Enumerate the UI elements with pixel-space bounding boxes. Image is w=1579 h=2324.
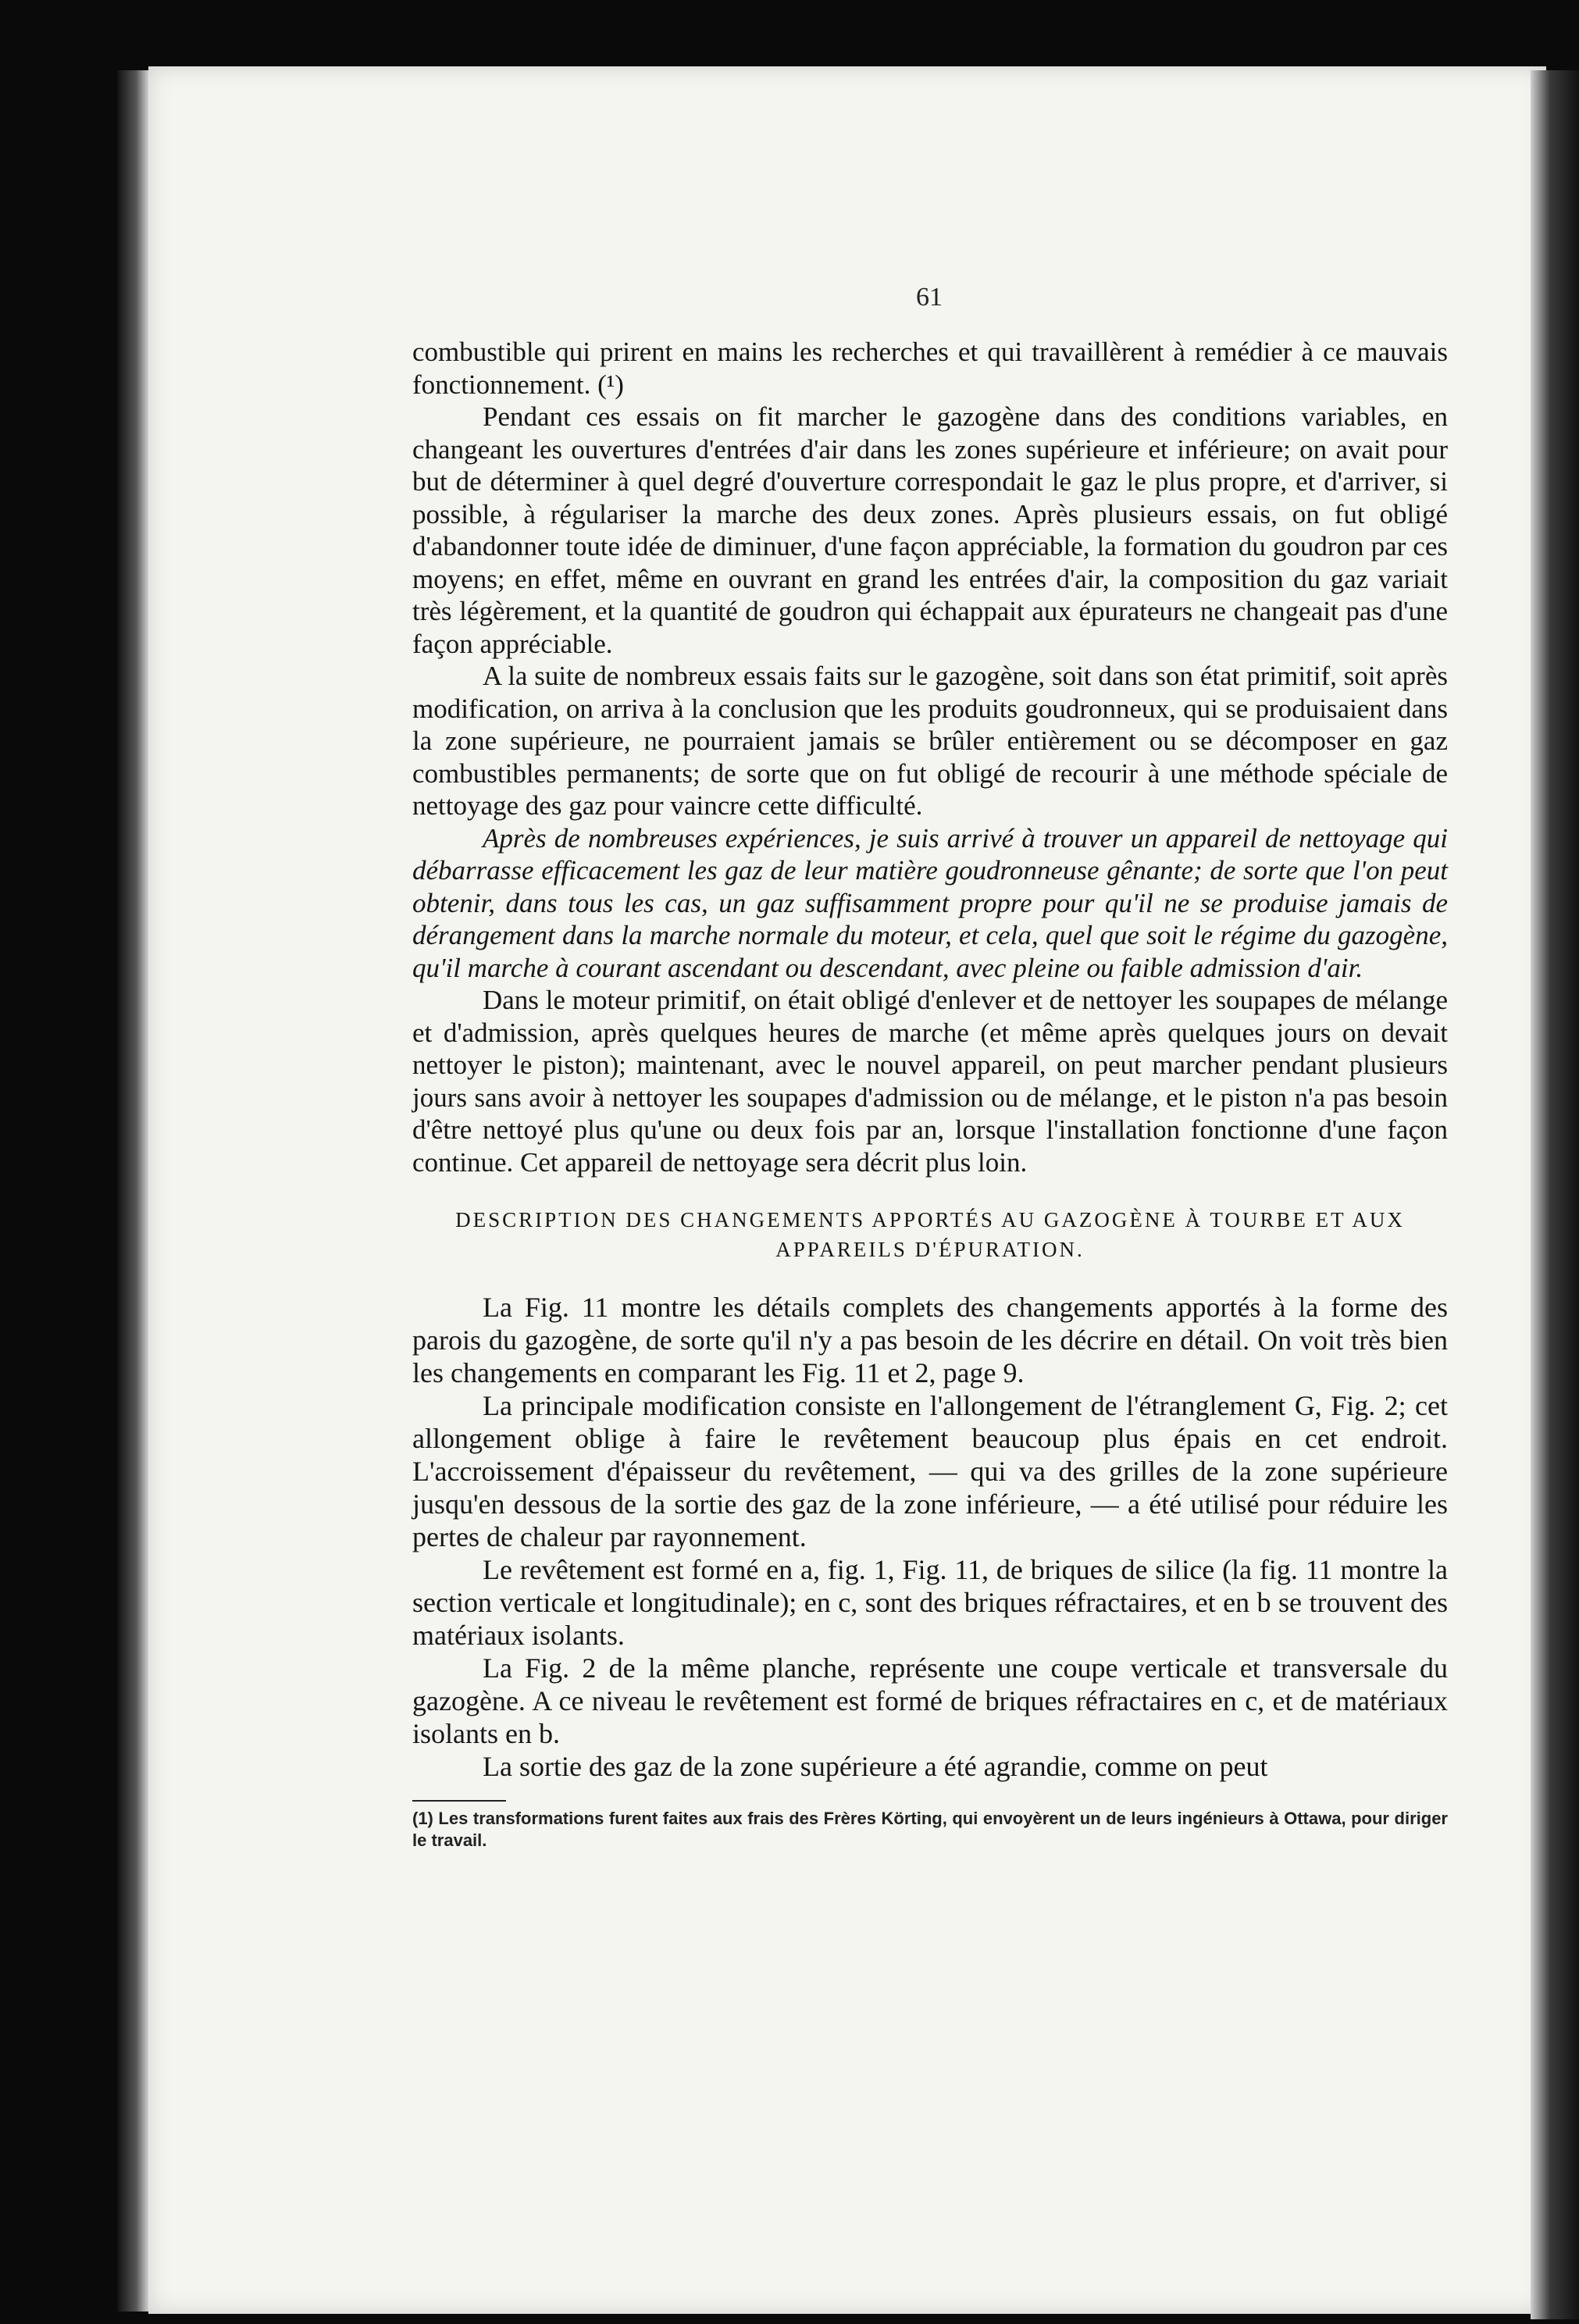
paragraph: Après de nombreuses expériences, je suis arrivé à trouver un appareil de nettoyage qui débarrasse efficacement les gaz de leur matière goudronneuse gênante; de sorte que l'on peut obtenir, dans tous les cas, un gaz suffisamment propre pour qu'il ne se produise jamais de dérangement dans la marche normale du moteur, et cela, quel que soit le régime du gazogène, qu'il marche à courant ascendant ou descendant, avec pleine ou faible admission d'air. xyxy=(412,822,1448,983)
paragraph: Pendant ces essais on fit marcher le gazogène dans des conditions variables, en changeant les ouvertures d'entrées d'air dans les zones supérieure et inférieure; on avait pour but de déterminer à quel degré d'ouverture correspondait le gaz le plus propre, et d'arriver, si possible, à régulariser la marche des deux zones. Après plusieurs essais, on fut obligé d'abandonner toute idée de diminuer, d'une façon appréciable, la formation du goudron par ces moyens; en effet, même en ouvrant en grand les entrées d'air, la composition du gaz variait très légèrement, et la quantité de goudron qui échappait aux épurateurs ne changeait pas d'une façon appréciable. xyxy=(412,401,1448,659)
paragraph: La sortie des gaz de la zone supérieure a été agrandie, comme on peut xyxy=(483,1751,1268,1782)
paragraph: La principale modification consiste en l'allongement de l'étranglement G, Fig. 2; cet allongement oblige à faire le revêtement beaucoup plus épais en cet endroit. L'accroissement d'épaisseur du revêtement, — qui va des grilles de la zone supérieure jusqu'en dessous de la sortie des gaz de la zone inférieure, — a été utilisé pour réduire les pertes de chaleur par rayonnement. xyxy=(412,1390,1448,1552)
section-description xyxy=(412,1291,1448,1783)
paragraph: La Fig. 2 de la même planche, représente une coupe verticale et transversale du gazogène. A ce niveau le revêtement est formé de briques réfractaires en c, et de matériaux isolants en b. xyxy=(412,1652,1448,1749)
page-edge-right xyxy=(1531,70,1579,2319)
footnote-rule xyxy=(412,1800,506,1802)
paragraph: combustible qui prirent en mains les recherches et qui travaillèrent à remédier à ce mauvais fonctionnement. (¹) xyxy=(412,337,1448,400)
paragraph: La Fig. 11 montre les détails complets des changements apportés à la forme des parois du gazogène, de sorte qu'il n'y a pas besoin de les décrire en détail. On voit très bien les changements en comparant les Fig. 11 et 2, page 9. xyxy=(412,1292,1448,1388)
paragraph: Dans le moteur primitif, on était obligé d'enlever et de nettoyer les soupapes de mélange et d'admission, après quelques heures de marche (et même après quelques jours on devait nettoyer le piston); maintenant, avec le nouvel appareil, on peut marcher pendant plusieurs jours sans avoir à nettoyer les soupapes d'admission ou de mélange, et le piston n'a pas besoin d'être nettoyé plus qu'une ou deux fois par an, lorsque l'installation fonctionne d'une façon continue. Cet appareil de nettoyage sera décrit plus loin. xyxy=(412,985,1448,1178)
page-number: 61 xyxy=(916,283,943,312)
paragraph: Le revêtement est formé en a, fig. 1, Fig. 11, de briques de silice (la fig. 11 montre la section verticale et longitudinale); en c, sont des briques réfractaires, et en b se trouvent des matériaux isolants. xyxy=(412,1554,1448,1651)
section-intro xyxy=(412,336,1448,1178)
section-heading: DESCRIPTION DES CHANGEMENTS APPORTÉS AU GAZOGÈNE À TOURBE ET AUX APPAREILS D'ÉPURATION. xyxy=(455,1208,1405,1261)
page-edge-left xyxy=(117,70,148,2312)
paragraph: A la suite de nombreux essais faits sur le gazogène, soit dans son état primitif, soit après modification, on arriva à la conclusion que les produits goudronneux, qui se produisaient dans la zone supérieure, ne pourraient jamais se brûler entièrement ou se décomposer en gaz combustibles permanents; de sorte que on fut obligé de recourir à une méthode spéciale de nettoyage des gaz pour vaincre cette difficulté. xyxy=(412,661,1448,821)
page-body xyxy=(412,336,1448,1852)
footnote: (1) Les transformations furent faites aux frais des Frères Körting, qui envoyèrent un de leurs ingénieurs à Ottawa, pour diriger le travail. xyxy=(412,1809,1448,1850)
